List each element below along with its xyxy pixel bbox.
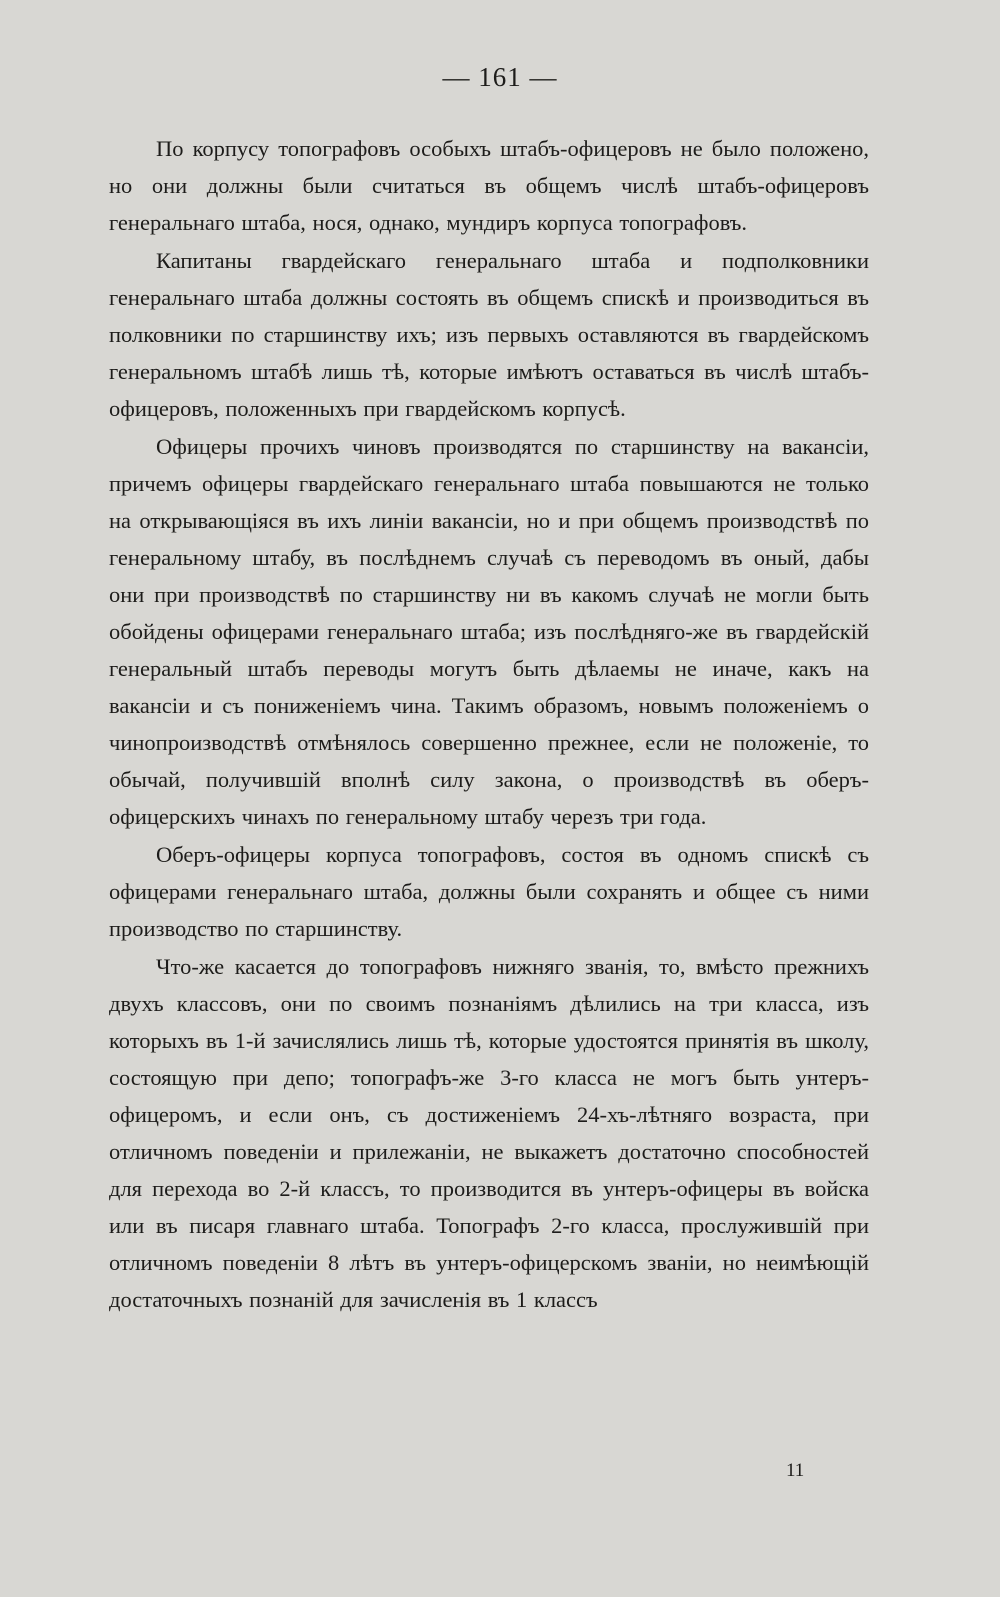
paragraph-topographers-staff-officers: По корпусу топографовъ особыхъ штабъ-офицеровъ не было положено, но они должны были считаться въ общемъ числѣ штабъ-офицеровъ генеральнаго штаба, нося, однако, мундиръ корпуса топографовъ. xyxy=(109,136,869,235)
body-text xyxy=(109,130,869,1319)
paragraph-guards-captains: Капитаны гвардейскаго генеральнаго штаба и подполковники генеральнаго штаба должны состоять въ общемъ спискѣ и производиться въ полковники по старшинству ихъ; изъ первыхъ оставляются въ гвардейскомъ генеральномъ штабѣ лишь тѣ, которые имѣютъ оставаться въ числѣ штабъ-офицеровъ, положенныхъ при гвардейскомъ корпусѣ. xyxy=(109,248,869,421)
page-number: — 161 — xyxy=(442,62,558,92)
paragraph-lower-rank-topographers: Что-же касается до топографовъ нижняго званія, то, вмѣсто прежнихъ двухъ классовъ, они по своимъ познаніямъ дѣлились на три класса, изъ которыхъ въ 1-й зачислялись лишь тѣ, которые удостоятся принятія въ школу, состоящую при депо; топографъ-же 3-го класса не могъ быть унтеръ-офицеромъ, и если онъ, съ достиженіемъ 24-хъ-лѣтняго возраста, при отличномъ поведеніи и прилежаніи, не выкажетъ достаточно способностей для перехода во 2-й классъ, то производится въ унтеръ-офицеры въ войска или въ писаря главнаго штаба. Топографъ 2-го класса, прослужившій при отличномъ поведеніи 8 лѣтъ въ унтеръ-офицерскомъ званіи, но неимѣющій достаточныхъ познаній для зачисленія въ 1 классъ xyxy=(109,954,869,1312)
paragraph-officer-promotion: Офицеры прочихъ чиновъ производятся по старшинству на вакансіи, причемъ офицеры гвардейскаго генеральнаго штаба повышаются не только на открывающіяся въ ихъ линіи вакансіи, но и при общемъ производствѣ по генеральному штабу, въ послѣднемъ случаѣ съ переводомъ въ оный, дабы они при производствѣ по старшинству ни въ какомъ случаѣ не могли быть обойдены офицерами генеральнаго штаба; изъ послѣдняго-же въ гвардейскій генеральный штабъ переводы могутъ быть дѣлаемы не иначе, какъ на вакансіи и съ пониженіемъ чина. Такимъ образомъ, новымъ положеніемъ о чинопроизводствѣ отмѣнялось совершенно прежнее, если не положеніе, то обычай, получившій вполнѣ силу закона, о производствѣ въ оберъ-офицерскихъ чинахъ по генеральному штабу черезъ три года. xyxy=(109,434,869,829)
signature-mark: 11 xyxy=(786,1460,805,1481)
paragraph-chief-officers-topographers: Оберъ-офицеры корпуса топографовъ, состоя въ одномъ спискѣ съ офицерами генеральнаго штаба, должны были сохранять и общее съ ними производство по старшинству. xyxy=(109,842,869,941)
